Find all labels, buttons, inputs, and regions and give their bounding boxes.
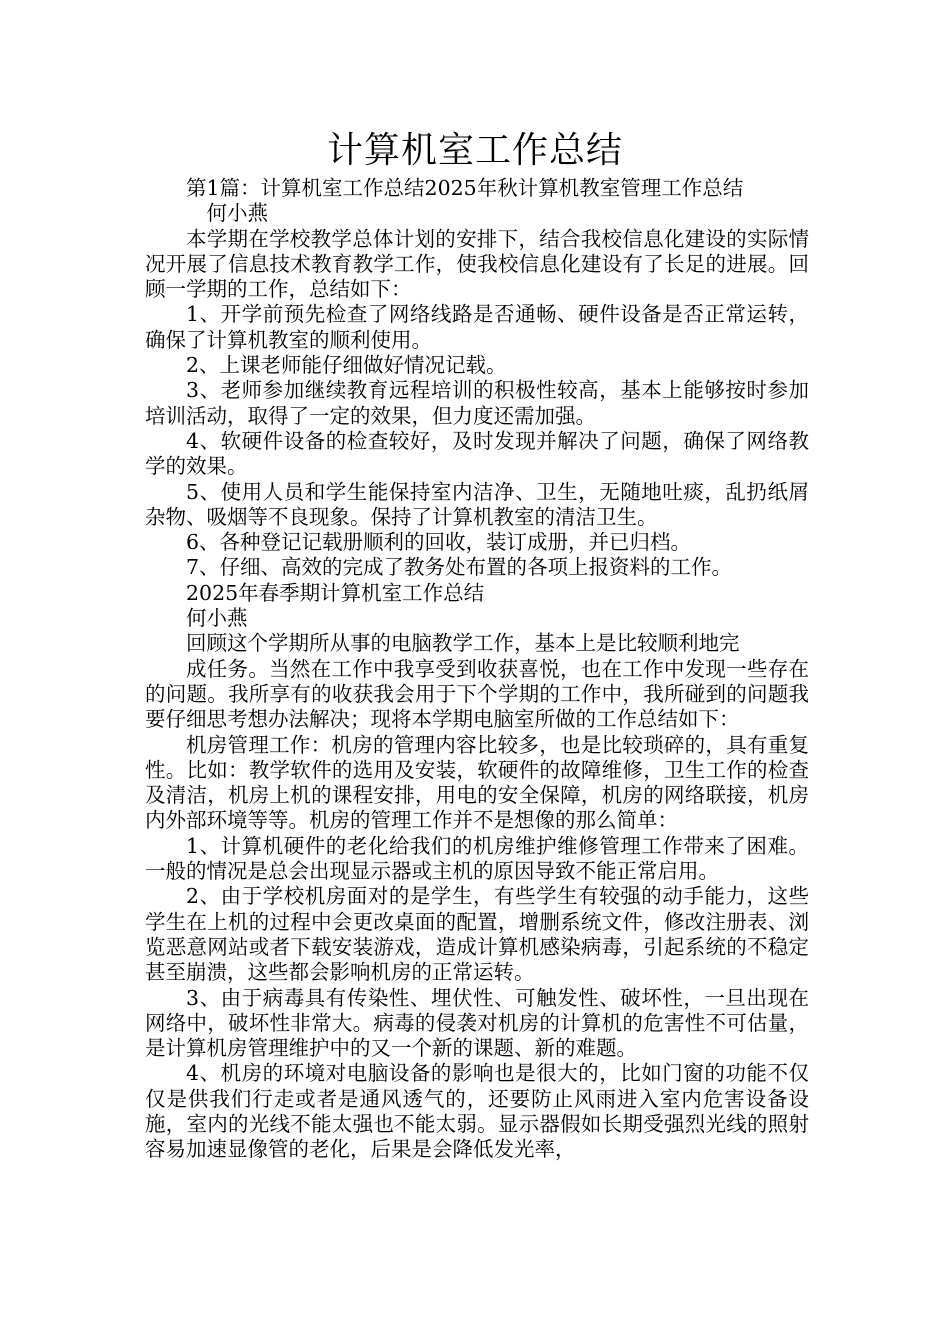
author-name: 何小燕 <box>206 201 268 226</box>
list-item: 2、上课老师能仔细做好情况记载。 <box>186 353 507 378</box>
list-item: 6、各种登记记载册顺利的回收，装订成册，并已归档。 <box>186 530 692 555</box>
list-item: 1、计算机硬件的老化给我们的机房维护维修管理工作带来了困难。一般的情况是总会出现显示器或主机的原因导致不能正常启用。 <box>145 833 809 884</box>
paragraph: 机房管理工作：机房的管理内容比较多，也是比较琐碎的，具有重复性。比如：教学软件的选用及安装，软硬件的故障维修，卫生工作的检查及清洁，机房上机的课程安排，用电的安全保障，机房的网络联接，机房内外部环境等等。机房的管理工作并不是想像的那么简单： <box>145 732 809 833</box>
article-heading: 第1篇：计算机室工作总结2025年秋计算机教室管理工作总结 <box>186 176 744 200</box>
list-item: 4、机房的环境对电脑设备的影响也是很大的，比如门窗的功能不仅仅是供我们行走或者是通风透气的，还要防止风雨进入室内危害设备设施，室内的光线不能太强也不能太弱。显示器假如长期受强烈光线的照射容易加速显像管的老化，后果是会降低发光率， <box>145 1061 809 1162</box>
paragraph: 成任务。当然在工作中我享受到收获喜悦，也在工作中发现一些存在的问题。我所享有的收获我会用于下个学期的工作中，我所碰到的问题我要仔细思考想办法解决；现将本学期电脑室所做的工作总结如下： <box>145 656 809 732</box>
list-item: 7、仔细、高效的完成了教务处布置的各项上报资料的工作。 <box>186 555 733 580</box>
document-title: 计算机室工作总结 <box>326 130 623 171</box>
paragraph: 本学期在学校教学总体计划的安排下，结合我校信息化建设的实际情况开展了信息技术教育教学工作，使我校信息化建设有了长足的进展。回顾一学期的工作，总结如下： <box>145 226 809 302</box>
author-name: 何小燕 <box>186 606 248 631</box>
section-heading: 2025年春季期计算机室工作总结 <box>186 580 485 605</box>
list-item: 2、由于学校机房面对的是学生，有些学生有较强的动手能力，这些学生在上机的过程中会更改桌面的配置，增删系统文件，修改注册表、浏览恶意网站或者下载安装游戏，造成计算机感染病毒，引起系统的不稳定甚至崩溃，这些都会影响机房的正常运转。 <box>145 884 809 985</box>
paragraph: 回顾这个学期所从事的电脑教学工作，基本上是比较顺利地完 <box>186 631 740 656</box>
document-body <box>145 176 809 1163</box>
list-item: 4、软硬件设备的检查较好，及时发现并解决了问题，确保了网络教学的效果。 <box>145 428 809 479</box>
list-item: 3、老师参加继续教育远程培训的积极性较高，基本上能够按时参加培训活动，取得了一定的效果，但力度还需加强。 <box>145 378 809 428</box>
list-item: 3、由于病毒具有传染性、埋伏性、可触发性、破坏性，一旦出现在网络中，破坏性非常大。病毒的侵袭对机房的计算机的危害性不可估量，是计算机房管理维护中的又一个新的课题、新的难题。 <box>145 985 809 1061</box>
list-item: 5、使用人员和学生能保持室内洁净、卫生，无随地吐痰，乱扔纸屑杂物、吸烟等不良现象。保持了计算机教室的清洁卫生。 <box>145 479 809 529</box>
list-item: 1、开学前预先检查了网络线路是否通畅、硬件设备是否正常运转，确保了计算机教室的顺利使用。 <box>145 302 809 352</box>
